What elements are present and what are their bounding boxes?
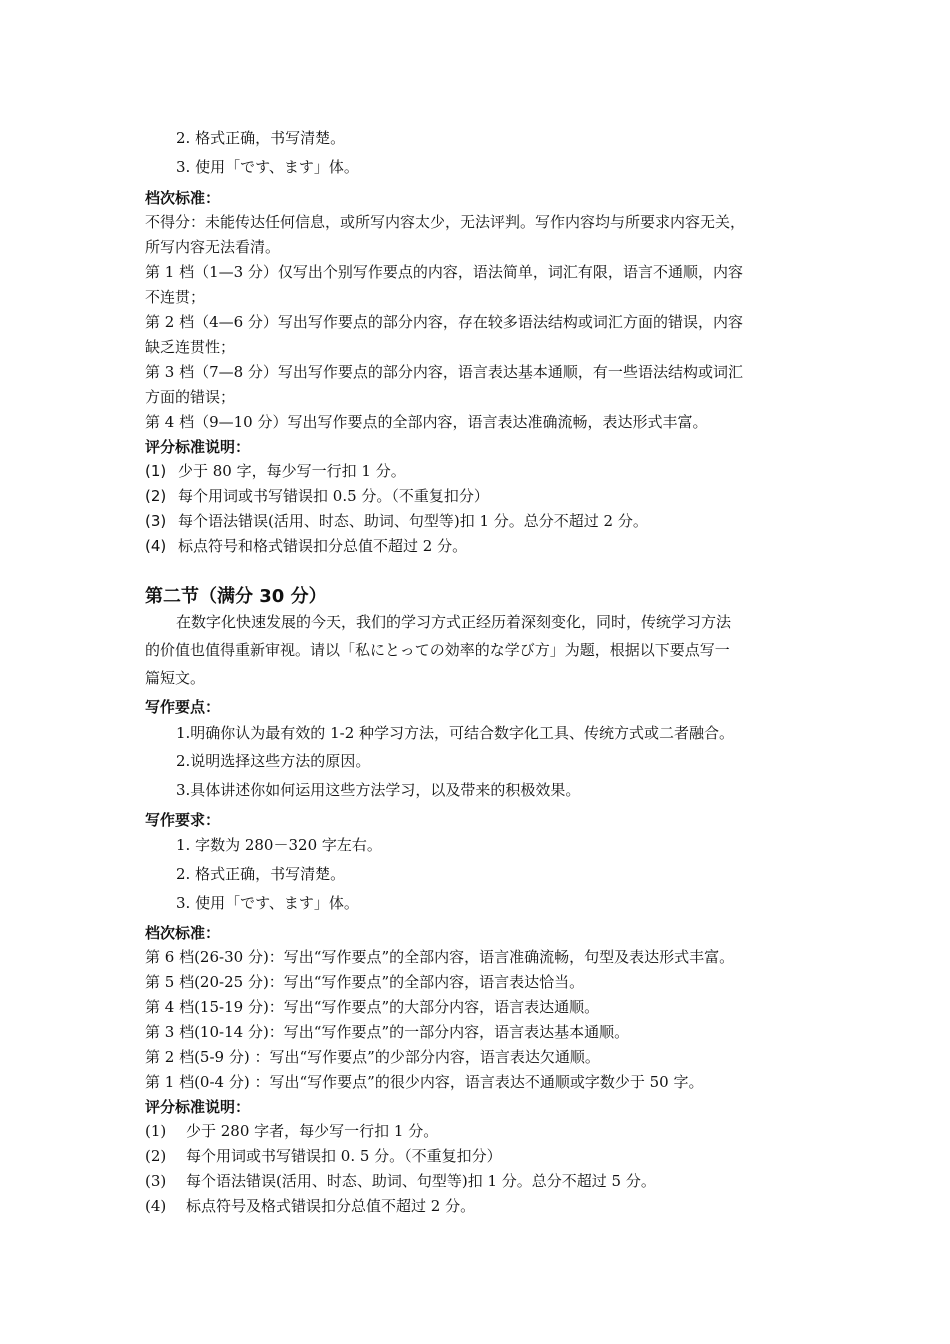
- s1-score-text: 少于 80 字，每少写一行扣 1 分。: [178, 462, 406, 480]
- s2-score-text: 每个用词或书写错误扣 0. 5 分。（不重复扣分）: [186, 1147, 502, 1165]
- s1-grade-2-b: 缺乏连贯性；: [145, 338, 236, 356]
- s2-grade-3: 第 3 档(10-14 分)：写出“写作要点”的一部分内容，语言表达基本通顺。: [145, 1023, 630, 1041]
- s1-score-num: (2): [145, 487, 167, 505]
- s1-grade-0-b: 所写内容无法看清。: [145, 238, 281, 256]
- s2-req-item-2: 2. 格式正确，书写清楚。: [176, 865, 346, 883]
- s2-grade-6: 第 6 档(26-30 分)：写出“写作要点”的全部内容，语言准确流畅，句型及表达形式丰富。: [145, 948, 735, 966]
- s1-score-text: 标点符号和格式错误扣分总值不超过 2 分。: [178, 537, 468, 555]
- s1-score-num: (4): [145, 537, 167, 555]
- s2-req-item-3: 3. 使用「です、ます」体。: [176, 894, 359, 912]
- s2-grade-5: 第 5 档(20-25 分)：写出“写作要点”的全部内容，语言表达恰当。: [145, 973, 585, 991]
- s1-grade-0-a: 不得分：未能传达任何信息，或所写内容太少，无法评判。写作内容均与所要求内容无关，: [145, 213, 746, 231]
- s2-prompt-0: 在数字化快速发展的今天，我们的学习方式正经历着深刻变化，同时，传统学习方法: [176, 613, 732, 631]
- s1-score-num: (1): [145, 462, 167, 480]
- s2-grade-1: 第 1 档(0-4 分) ：写出“写作要点”的很少内容，语言表达不通顺或字数少于 50 字。: [145, 1073, 704, 1091]
- s2-score-num: (1): [145, 1122, 167, 1140]
- s2-point-1: 1.明确你认为最有效的 1-2 种学习方法，可结合数字化工具、传统方式或二者融合。: [176, 724, 735, 742]
- s1-score-text: 每个用词或书写错误扣 0.5 分。（不重复扣分）: [178, 487, 489, 505]
- s2-score-text: 标点符号及格式错误扣分总值不超过 2 分。: [186, 1197, 476, 1215]
- s2-point-2: 2.说明选择这些方法的原因。: [176, 752, 371, 770]
- s2-score-num: (3): [145, 1172, 167, 1190]
- s1-grade-3-b: 方面的错误；: [145, 388, 236, 406]
- s1-req-item-3: 3. 使用「です、ます」体。: [176, 158, 359, 176]
- s1-grade-4: 第 4 档（9—10 分）写出写作要点的全部内容，语言表达准确流畅，表达形式丰富。: [145, 413, 708, 431]
- s2-grade-heading: 档次标准：: [145, 924, 221, 942]
- s2-points-heading: 写作要点：: [145, 698, 221, 716]
- s1-req-item-2: 2. 格式正确，书写清楚。: [176, 129, 346, 147]
- s1-score-num: (3): [145, 512, 167, 530]
- s1-score-text: 每个语法错误(活用、时态、助词、句型等)扣 1 分。总分不超过 2 分。: [178, 512, 648, 530]
- s2-point-3: 3.具体讲述你如何运用这些方法学习，以及带来的积极效果。: [176, 781, 581, 799]
- s2-prompt-2: 篇短文。: [145, 669, 206, 687]
- s1-grade-1-a: 第 1 档（1—3 分）仅写出个别写作要点的内容，语法简单，词汇有限，语言不通顺，内容: [145, 263, 743, 281]
- s1-grade-heading: 档次标准：: [145, 189, 221, 207]
- s2-grade-2: 第 2 档(5-9 分) ：写出“写作要点”的少部分内容，语言表达欠通顺。: [145, 1048, 600, 1066]
- s2-score-num: (4): [145, 1197, 167, 1215]
- s2-score-num: (2): [145, 1147, 167, 1165]
- s1-grade-1-b: 不连贯；: [145, 288, 206, 306]
- s1-grade-3-a: 第 3 档（7—8 分）写出写作要点的部分内容，语言表达基本通顺，有一些语法结构或词汇: [145, 363, 743, 381]
- s2-score-text: 每个语法错误(活用、时态、助词、句型等)扣 1 分。总分不超过 5 分。: [186, 1172, 656, 1190]
- s2-req-item-1: 1. 字数为 280－320 字左右。: [176, 836, 382, 854]
- s2-grade-4: 第 4 档(15-19 分)：写出“写作要点”的大部分内容，语言表达通顺。: [145, 998, 600, 1016]
- s2-prompt-1: 的价值也值得重新审视。请以「私にとっての効率的な学び方」为题，根据以下要点写一: [145, 641, 730, 659]
- s1-grade-2-a: 第 2 档（4—6 分）写出写作要点的部分内容，存在较多语法结构或词汇方面的错误，内容: [145, 313, 743, 331]
- s1-score-heading: 评分标准说明：: [145, 438, 251, 456]
- s2-title: 第二节（满分 30 分）: [145, 586, 327, 607]
- s2-req-heading: 写作要求：: [145, 811, 221, 829]
- s2-score-text: 少于 280 字者，每少写一行扣 1 分。: [186, 1122, 439, 1140]
- s2-score-heading: 评分标准说明：: [145, 1098, 251, 1116]
